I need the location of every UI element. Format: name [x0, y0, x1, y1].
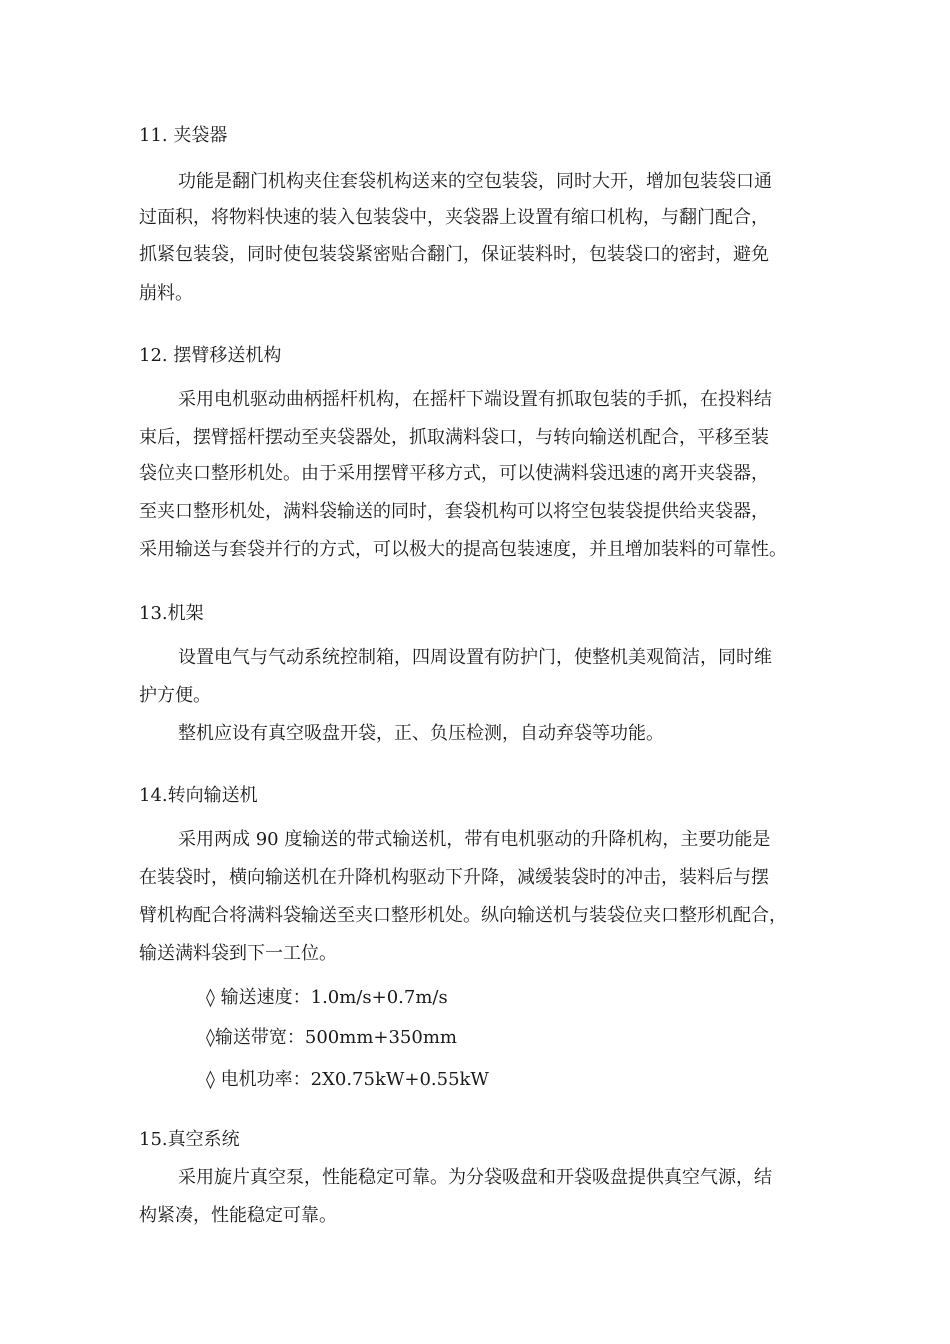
section-12-line-3: 袋位夹口整形机处。由于采用摆臂平移方式，可以使满料袋迅速的离开夹袋器， [139, 463, 769, 484]
section-13-heading: 13.机架 [139, 603, 204, 624]
section-12-line-5: 采用输送与套袋并行的方式，可以极大的提高包装速度，并且增加装料的可靠性。 [139, 539, 787, 560]
section-11-line-4: 崩料。 [139, 283, 193, 304]
section-15-line-2: 构紧凑，性能稳定可靠。 [139, 1205, 337, 1226]
section-14-line-4: 输送满料袋到下一工位。 [139, 943, 337, 964]
section-11-line-3: 抓紧包装袋，同时使包装袋紧密贴合翻门，保证装料时，包装袋口的密封，避免 [139, 244, 769, 265]
section-11-line-1: 功能是翻门机构夹住套袋机构送来的空包装袋，同时大开，增加包装袋口通 [178, 171, 772, 192]
section-14-line-1: 采用两成 90 度输送的带式输送机，带有电机驱动的升降机构，主要功能是 [178, 829, 771, 850]
spec-motor-power: ◊ 电机功率：2X0.75kW+0.55kW [206, 1069, 489, 1090]
section-14-line-3: 臂机构配合将满料袋输送至夹口整形机处。纵向输送机与装袋位夹口整形机配合， [139, 905, 787, 926]
spec-conveyor-speed: ◊ 输送速度：1.0m/s+0.7m/s [206, 987, 448, 1008]
section-14-line-2: 在装袋时，横向输送机在升降机构驱动下升降，减缓装袋时的冲击，装料后与摆 [139, 867, 769, 888]
section-11-heading: 11. 夹袋器 [139, 125, 228, 146]
section-11-line-2: 过面积，将物料快速的装入包装袋中，夹袋器上设置有缩口机构，与翻门配合， [139, 207, 769, 228]
spec-belt-width: ◊输送带宽：500mm+350mm [206, 1027, 457, 1048]
section-15-heading: 15.真空系统 [139, 1129, 240, 1150]
section-12-line-2: 束后，摆臂摇杆摆动至夹袋器处，抓取满料袋口，与转向输送机配合，平移至装 [139, 427, 769, 448]
section-13-line-2: 护方便。 [139, 685, 211, 706]
section-12-heading: 12. 摆臂移送机构 [139, 345, 282, 366]
section-13-line-1: 设置电气与气动系统控制箱，四周设置有防护门，使整机美观简洁，同时维 [178, 647, 772, 668]
section-12-line-4: 至夹口整形机处，满料袋输送的同时，套袋机构可以将空包装袋提供给夹袋器， [139, 501, 769, 522]
section-13-line-3: 整机应设有真空吸盘开袋，正、负压检测，自动弃袋等功能。 [178, 723, 664, 744]
section-15-line-1: 采用旋片真空泵，性能稳定可靠。为分袋吸盘和开袋吸盘提供真空气源，结 [178, 1167, 772, 1188]
section-14-heading: 14.转向输送机 [139, 785, 258, 806]
section-12-line-1: 采用电机驱动曲柄摇杆机构，在摇杆下端设置有抓取包装的手抓，在投料结 [178, 389, 772, 410]
